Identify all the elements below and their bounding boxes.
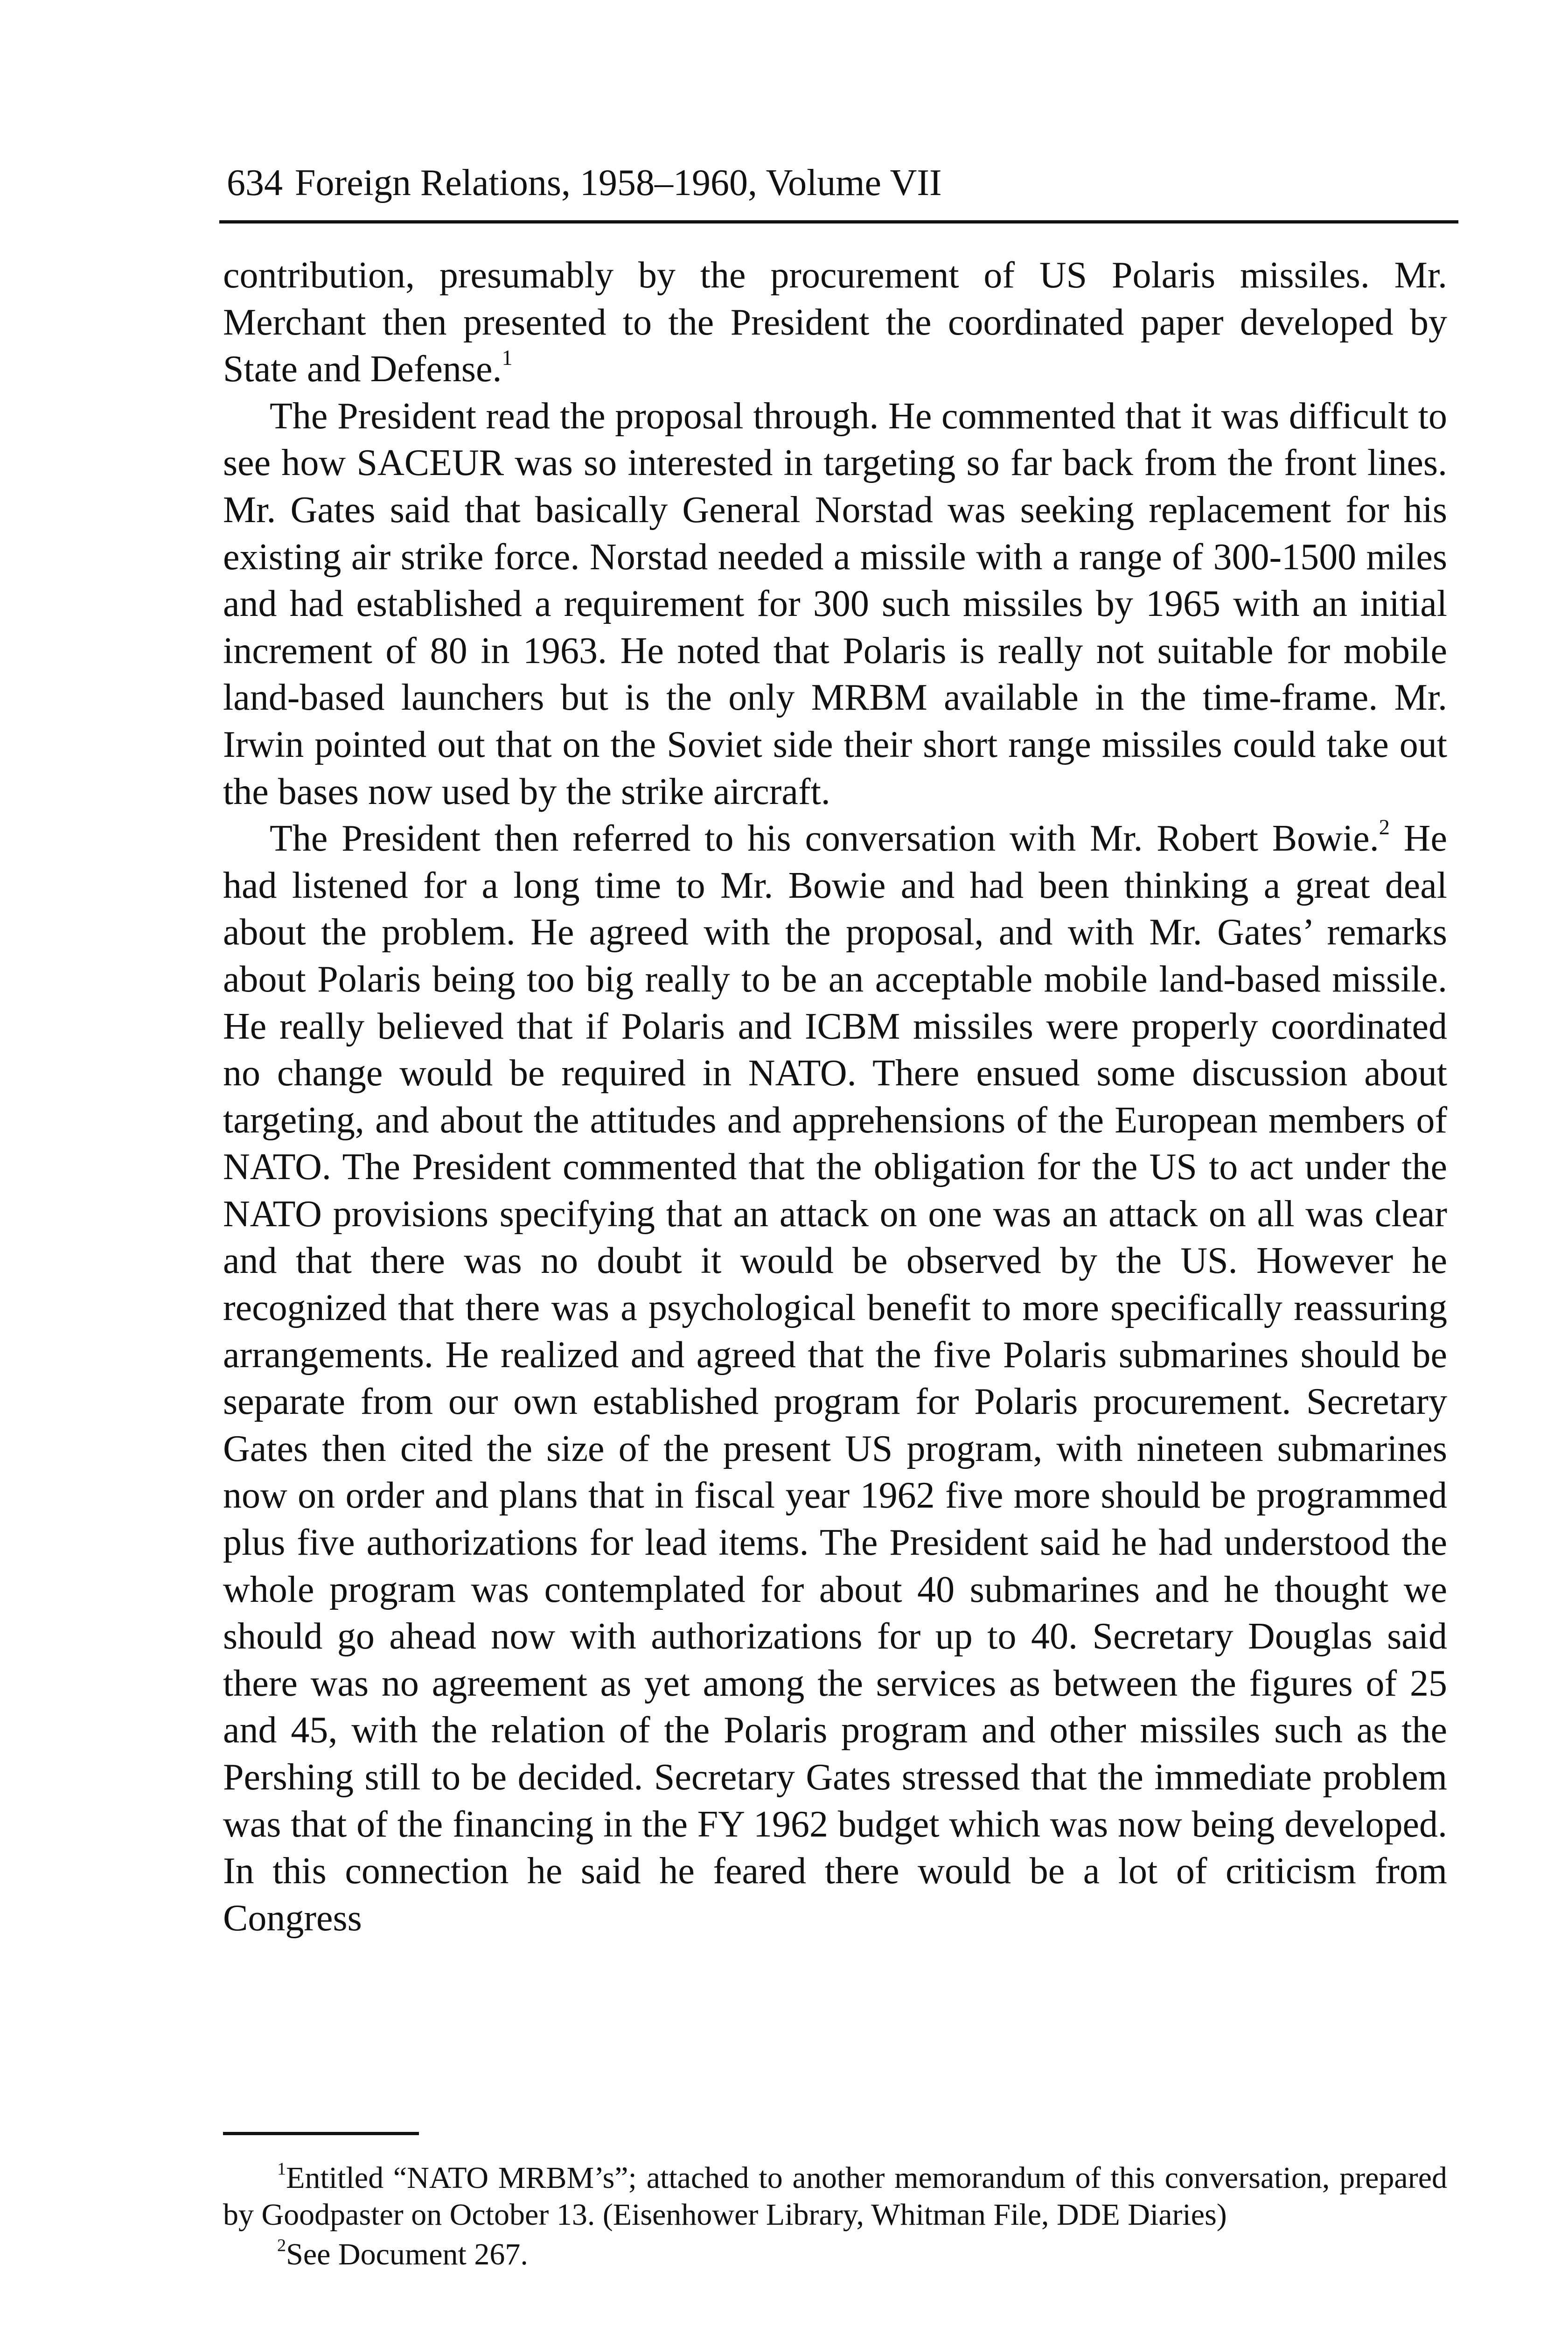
footnote-2-marker: 2 — [277, 2235, 286, 2256]
page-number: 634 — [227, 162, 283, 203]
paragraph-3-text-rest: He had listened for a long time to Mr. Bowie and had been thinking a great deal about the problem. He agreed with the proposal, and with Mr. Gates’ remarks about Polaris being too big really to be an acceptable mobile land-based missile. He really believed that if Polaris and ICBM missiles were properly coordinated no change would be required in NATO. There ensued some discussion about targeting, and about the attitudes and apprehensions of the European members of NATO. The President commented that the obligation for the US to act under the NATO provisions specifying that an attack on one was an attack on all was clear and that there was no doubt it would be observed by the US. However he recognized that there was a psychological benefit to more specifically reassuring arrangements. He realized and agreed that the five Polaris submarines should be separate from our own established program for Polaris procurement. Secretary Gates then cited the size of the present US program, with nineteen submarines now on order and plans that in fiscal year 1962 five more should be programmed plus five authorizations for lead items. The President said he had understood the whole program was contemplated for about 40 submarines and he thought we should go ahead now with authorizations for up to 40. Secretary Douglas said there was no agreement as yet among the services as between the figures of 25 and 45, with the relation of the Polaris program and other missiles such as the Pershing still to be decided. Secretary Gates stressed that the immediate problem was that of the financing in the FY 1962 budget which was now being developed. In this connection he said he feared there would be a lot of criticism from Congress — [223, 818, 1448, 1939]
paragraph-3 — [223, 815, 1447, 1942]
body-text — [223, 252, 1447, 1942]
paragraph-2: The President read the proposal through. He commented that it was difficult to see how SACEUR was so interested in targeting so far back from the front lines. Mr. Gates said that basically General Norstad was seeking replacement for his existing air strike force. Norstad needed a missile with a range of 300-1500 miles and had established a requirement for 300 such missiles by 1965 with an initial increment of 80 in 1963. He noted that Polaris is really not suitable for mobile land-based launchers but is the only MRBM available in the time-frame. Mr. Irwin pointed out that on the Soviet side their short range missiles could take out the bases now used by the strike aircraft. — [223, 395, 1447, 812]
running-header — [227, 164, 942, 202]
footnote-1 — [223, 2159, 1447, 2233]
footnote-2 — [223, 2236, 1447, 2273]
paragraph-1-text: contribution, presumably by the procurement of US Polaris missiles. Mr. Merchant then presented to the President the coordinated paper developed by State and Defense. — [223, 255, 1447, 390]
volume-title: Foreign Relations, 1958–1960, Volume VII — [295, 162, 942, 203]
footnote-ref-1: 1 — [502, 346, 513, 370]
footnotes — [223, 2159, 1447, 2273]
footnote-1-text: Entitled “NATO MRBM’s”; attached to another memorandum of this conversation, prepared by Goodpaster on October 13. (Eisenhower Library, Whitman File, DDE Diaries) — [223, 2161, 1447, 2232]
footnote-rule — [223, 2132, 419, 2135]
footnote-ref-2: 2 — [1379, 816, 1390, 840]
paragraph-1 — [223, 252, 1447, 393]
footnote-1-marker: 1 — [277, 2159, 286, 2179]
paragraph-3-text-start: The President then referred to his conversation with Mr. Robert Bowie. — [270, 818, 1379, 859]
footnote-2-text: See Document 267. — [286, 2237, 528, 2271]
header-rule — [219, 220, 1458, 224]
